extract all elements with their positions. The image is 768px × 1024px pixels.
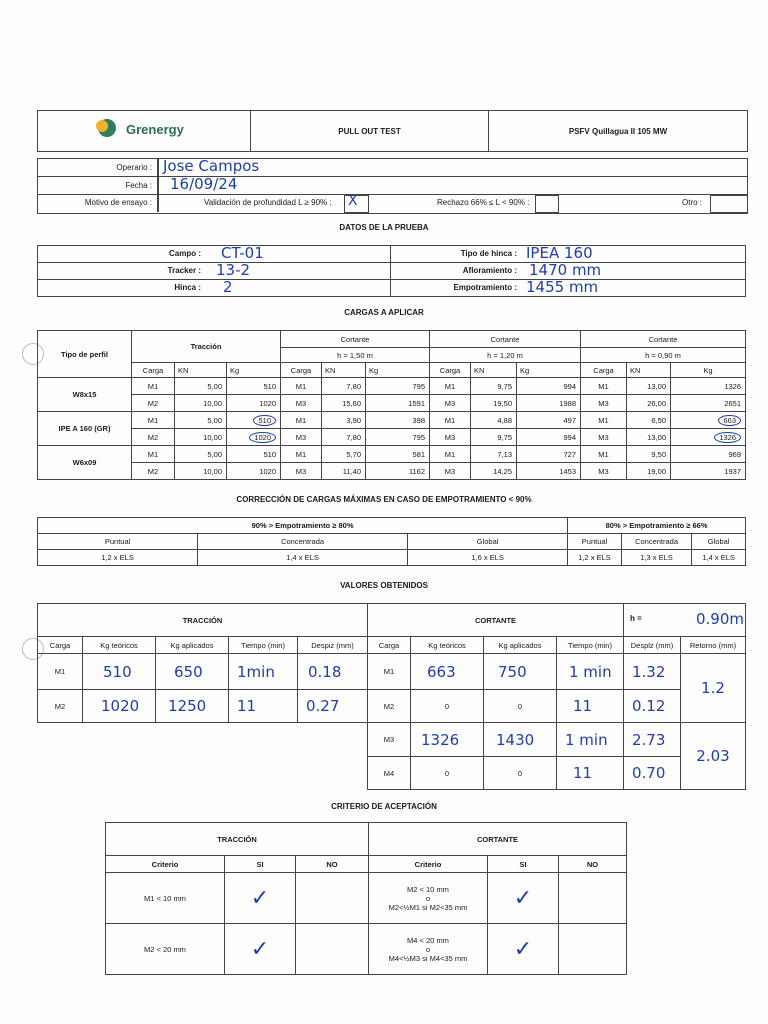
cell-value: M1 bbox=[147, 381, 159, 391]
table-cell bbox=[322, 429, 366, 446]
correccion-group-2: 80% > Empotramiento ≥ 66% bbox=[568, 518, 746, 534]
cell-value: M1 bbox=[295, 415, 307, 425]
table-cell bbox=[132, 395, 175, 412]
h-150: h = 1,50 m bbox=[281, 348, 430, 363]
table-cell bbox=[671, 446, 746, 463]
correccion-header: Global bbox=[408, 534, 568, 550]
table-cell bbox=[366, 412, 430, 429]
table-cell: M4 bbox=[368, 757, 411, 790]
criterio-t2-si[interactable]: ✓ bbox=[225, 924, 296, 975]
cell-value: 1020 bbox=[259, 398, 276, 408]
table-cell bbox=[281, 378, 322, 395]
profile-name: IPE A 160 (GR) bbox=[38, 412, 132, 446]
cell-value: M3 bbox=[598, 432, 609, 442]
cell-value: 5,00 bbox=[207, 415, 222, 425]
criterio-line: o bbox=[425, 944, 431, 954]
table-cell: 11 bbox=[557, 757, 624, 790]
table-cell bbox=[430, 412, 471, 429]
table-cell bbox=[175, 412, 227, 429]
table-cell: 0 bbox=[484, 690, 557, 723]
table-cell bbox=[517, 412, 581, 429]
profile-name: W8x15 bbox=[38, 378, 132, 412]
cell-value: M2 bbox=[147, 466, 159, 476]
validacion-label: Validación de profundidad L ≥ 90% : bbox=[204, 198, 332, 207]
cell-value: 13,00 bbox=[647, 381, 666, 391]
cell-value: M1 bbox=[598, 415, 609, 425]
table-row bbox=[38, 412, 746, 429]
empotramiento-value: 1455 mm bbox=[526, 278, 599, 296]
cell-value: 5,00 bbox=[207, 449, 222, 459]
table-cell bbox=[471, 463, 517, 480]
cell-value: M3 bbox=[444, 466, 456, 476]
table-cell: M3 bbox=[368, 723, 411, 757]
table-cell bbox=[281, 412, 322, 429]
cell-value: 510 bbox=[253, 415, 276, 426]
cell-value: 1162 bbox=[408, 466, 425, 476]
cell-value: M3 bbox=[295, 466, 307, 476]
table-cell bbox=[322, 463, 366, 480]
campo-value: CT-01 bbox=[221, 244, 264, 262]
tracker-value: 13-2 bbox=[216, 261, 251, 279]
motivo-label: Motivo de ensayo : bbox=[84, 198, 152, 207]
cell-value: M1 bbox=[444, 381, 456, 391]
tipo-hinca-label: Tipo de hinca : bbox=[460, 249, 517, 258]
table-cell bbox=[627, 378, 671, 395]
col-header: Carga bbox=[368, 637, 411, 654]
cell-value: M1 bbox=[598, 381, 609, 391]
table-cell bbox=[581, 463, 627, 480]
table-cell: M1 bbox=[38, 654, 83, 690]
cell-value: 1020 bbox=[249, 432, 276, 443]
table-cell bbox=[471, 446, 517, 463]
cell-value: 398 bbox=[412, 415, 425, 425]
table-cell: 663 bbox=[411, 654, 484, 690]
cell-value: 7,13 bbox=[497, 449, 512, 459]
table-cell: M2 bbox=[368, 690, 411, 723]
table-cell bbox=[281, 395, 322, 412]
fecha-label: Fecha : bbox=[125, 181, 152, 190]
table-cell bbox=[175, 429, 227, 446]
table-cell bbox=[517, 463, 581, 480]
col-header: Kg aplicados bbox=[156, 637, 229, 654]
cell-value: 969 bbox=[728, 449, 741, 459]
cortante-header-3: Cortante bbox=[581, 331, 746, 348]
col-header: Despiz (mm) bbox=[298, 637, 368, 654]
table-cell bbox=[671, 412, 746, 429]
table-cell bbox=[471, 429, 517, 446]
table-cell bbox=[517, 446, 581, 463]
cell-value: 1326 bbox=[724, 381, 741, 391]
valores-traccion-header: TRACCIÓN bbox=[38, 604, 368, 637]
correccion-value: 1,2 x ELS bbox=[568, 550, 622, 566]
cell-value: 6,50 bbox=[651, 415, 666, 425]
fecha-value: 16/09/24 bbox=[170, 175, 238, 193]
table-cell bbox=[430, 429, 471, 446]
hinca-label: Hinca : bbox=[174, 283, 201, 292]
operario-label: Operario : bbox=[116, 163, 152, 172]
table-cell bbox=[471, 395, 517, 412]
table-cell bbox=[227, 446, 281, 463]
table-cell bbox=[581, 378, 627, 395]
afloramiento-value: 1470 mm bbox=[529, 261, 602, 279]
criterio-c2-si[interactable]: ✓ bbox=[488, 924, 559, 975]
table-cell bbox=[227, 378, 281, 395]
hinca-value: 2 bbox=[223, 278, 233, 296]
table-cell: M1 bbox=[368, 654, 411, 690]
table-cell: 0 bbox=[411, 757, 484, 790]
h-090: h = 0,90 m bbox=[581, 348, 746, 363]
table-cell: 1326 bbox=[411, 723, 484, 757]
col-header: NO bbox=[296, 856, 369, 873]
table-cell bbox=[227, 412, 281, 429]
criterio-traccion-header: TRACCIÓN bbox=[106, 823, 369, 856]
col-header: Criterio bbox=[106, 856, 225, 873]
cell-value: 1326 bbox=[714, 432, 741, 443]
table-cell bbox=[430, 446, 471, 463]
col-header: Kg bbox=[517, 363, 581, 378]
table-cell bbox=[227, 395, 281, 412]
table-cell bbox=[581, 412, 627, 429]
table-cell: 0.70 bbox=[624, 757, 681, 790]
cell-value: M3 bbox=[598, 398, 609, 408]
cargas-table bbox=[37, 330, 746, 480]
col-header: Carga bbox=[281, 363, 322, 378]
table-cell bbox=[581, 429, 627, 446]
cell-value: 15,60 bbox=[342, 398, 361, 408]
table-cell: 1430 bbox=[484, 723, 557, 757]
h-value: 0.90m bbox=[696, 610, 745, 628]
table-cell bbox=[132, 429, 175, 446]
table-cell bbox=[366, 429, 430, 446]
criterio-title: CRITERIO DE ACEPTACIÓN bbox=[331, 802, 437, 811]
datos-table bbox=[37, 245, 746, 297]
cortante-header-1: Cortante bbox=[281, 331, 430, 348]
correccion-table bbox=[37, 517, 746, 566]
cell-value: 7,80 bbox=[346, 381, 361, 391]
cell-value: 5,00 bbox=[207, 381, 222, 391]
table-cell: 1020 bbox=[83, 690, 156, 723]
table-cell bbox=[627, 429, 671, 446]
correccion-header: Concentrada bbox=[198, 534, 408, 550]
correccion-value: 1,6 x ELS bbox=[408, 550, 568, 566]
table-cell bbox=[581, 395, 627, 412]
table-cell bbox=[366, 395, 430, 412]
table-cell bbox=[671, 429, 746, 446]
table-cell bbox=[430, 463, 471, 480]
table-cell bbox=[517, 378, 581, 395]
table-cell: M2 bbox=[38, 690, 83, 723]
cell-value: 1937 bbox=[724, 466, 741, 476]
traccion-header: Tracción bbox=[132, 331, 281, 363]
table-cell: 0.18 bbox=[298, 654, 368, 690]
cell-value: 10,00 bbox=[203, 432, 222, 442]
criterio-c1-si[interactable]: ✓ bbox=[488, 873, 559, 924]
logo-text: Grenergy bbox=[126, 122, 184, 137]
valores-traccion-table bbox=[37, 603, 368, 723]
cell-value: 10,00 bbox=[203, 398, 222, 408]
tipo-hinca-value: IPEA 160 bbox=[526, 244, 593, 262]
cell-value: 3,90 bbox=[346, 415, 361, 425]
table-cell bbox=[627, 412, 671, 429]
criterio-t2-no[interactable] bbox=[296, 924, 369, 975]
cell-value: 13,00 bbox=[647, 432, 666, 442]
criterio-line: o bbox=[425, 893, 431, 903]
criterio-c1-no[interactable] bbox=[559, 873, 627, 924]
otro-label: Otro : bbox=[682, 198, 703, 207]
col-header: Kg bbox=[227, 363, 281, 378]
col-header: Carga bbox=[38, 637, 83, 654]
correccion-value: 1,2 x ELS bbox=[38, 550, 198, 566]
correccion-header: Puntual bbox=[38, 534, 198, 550]
table-row bbox=[38, 378, 746, 395]
table-cell bbox=[227, 463, 281, 480]
correccion-header: Puntual bbox=[568, 534, 622, 550]
cell-value: M3 bbox=[295, 398, 307, 408]
cell-value: 26,00 bbox=[647, 398, 666, 408]
table-cell bbox=[322, 395, 366, 412]
empotramiento-label: Empotramiento : bbox=[453, 283, 517, 292]
table-cell bbox=[322, 412, 366, 429]
table-cell bbox=[175, 446, 227, 463]
table-cell: 0 bbox=[484, 757, 557, 790]
retorno-1: 1.2 bbox=[681, 654, 746, 723]
retorno-2: 2.03 bbox=[681, 723, 746, 790]
table-cell bbox=[366, 446, 430, 463]
cell-value: 9,75 bbox=[497, 381, 512, 391]
criterio-t2: M2 < 20 mm bbox=[106, 924, 225, 975]
table-cell: 0.27 bbox=[298, 690, 368, 723]
cell-value: 795 bbox=[412, 381, 425, 391]
table-cell bbox=[517, 429, 581, 446]
table-cell bbox=[671, 463, 746, 480]
table-cell: 510 bbox=[83, 654, 156, 690]
rechazo-label: Rechazo 66% ≤ L < 90% : bbox=[437, 198, 530, 207]
header-table bbox=[37, 110, 748, 152]
cell-value: 7,80 bbox=[346, 432, 361, 442]
correccion-value: 1,3 x ELS bbox=[621, 550, 691, 566]
tracker-label: Tracker : bbox=[167, 266, 201, 275]
table-row bbox=[38, 463, 746, 480]
datos-title: DATOS DE LA PRUEBA bbox=[339, 223, 429, 232]
criterio-t1-si[interactable]: ✓ bbox=[225, 873, 296, 924]
table-cell: 650 bbox=[156, 654, 229, 690]
criterio-cortante-header: CORTANTE bbox=[369, 823, 627, 856]
col-header: Carga bbox=[581, 363, 627, 378]
cell-value: 581 bbox=[412, 449, 425, 459]
table-cell bbox=[175, 378, 227, 395]
cell-value: 11,40 bbox=[342, 466, 361, 476]
campo-label: Campo : bbox=[169, 249, 201, 258]
table-row bbox=[38, 395, 746, 412]
cell-value: 9,50 bbox=[651, 449, 666, 459]
table-cell bbox=[366, 463, 430, 480]
criterio-t1: M1 < 10 mm bbox=[106, 873, 225, 924]
col-header: SI bbox=[225, 856, 296, 873]
col-header: KN bbox=[175, 363, 227, 378]
col-header: KN bbox=[322, 363, 366, 378]
table-cell bbox=[322, 446, 366, 463]
cell-value: M3 bbox=[295, 432, 307, 442]
validacion-checkbox[interactable]: X bbox=[348, 193, 358, 209]
table-cell: 11 bbox=[229, 690, 298, 723]
col-header: Desplz (mm) bbox=[624, 637, 681, 654]
table-cell bbox=[132, 446, 175, 463]
table-cell bbox=[471, 378, 517, 395]
table-cell: 1.32 bbox=[624, 654, 681, 690]
col-header: Tiempo (min) bbox=[557, 637, 624, 654]
table-cell bbox=[627, 463, 671, 480]
criterio-c2 bbox=[369, 924, 488, 975]
criterio-c1 bbox=[369, 873, 488, 924]
profile-name: W6x09 bbox=[38, 446, 132, 480]
grenergy-logo-icon bbox=[93, 116, 127, 146]
table-cell: 1min bbox=[229, 654, 298, 690]
table-row bbox=[38, 429, 746, 446]
table-cell bbox=[132, 463, 175, 480]
col-tipo-perfil: Tipo de perfil bbox=[38, 331, 132, 378]
cell-value: M2 bbox=[147, 398, 159, 408]
cell-value: M3 bbox=[444, 398, 456, 408]
cell-value: 9,75 bbox=[497, 432, 512, 442]
col-header: Kg bbox=[671, 363, 746, 378]
col-header: SI bbox=[488, 856, 559, 873]
col-header: KN bbox=[471, 363, 517, 378]
cell-value: 1591 bbox=[408, 398, 425, 408]
col-header: Tiempo (min) bbox=[229, 637, 298, 654]
col-header: Carga bbox=[430, 363, 471, 378]
table-cell: 750 bbox=[484, 654, 557, 690]
criterio-line: M2<½M1 si M2<35 mm bbox=[388, 902, 468, 912]
cell-value: 795 bbox=[412, 432, 425, 442]
cell-value: 19,50 bbox=[493, 398, 512, 408]
table-cell bbox=[671, 395, 746, 412]
cell-value: 994 bbox=[563, 381, 576, 391]
correccion-group-1: 90% > Empotramiento ≥ 80% bbox=[38, 518, 568, 534]
cell-value: 663 bbox=[718, 415, 741, 426]
table-cell bbox=[175, 395, 227, 412]
cell-value: 2651 bbox=[724, 398, 741, 408]
table-cell: 1 min bbox=[557, 723, 624, 757]
cell-value: 1988 bbox=[559, 398, 576, 408]
table-cell: 1250 bbox=[156, 690, 229, 723]
criterio-c2-no[interactable] bbox=[559, 924, 627, 975]
cell-value: M1 bbox=[444, 449, 456, 459]
table-cell: 1 min bbox=[557, 654, 624, 690]
table-cell bbox=[517, 395, 581, 412]
cell-value: 727 bbox=[563, 449, 576, 459]
valores-cortante-table bbox=[367, 603, 746, 790]
col-header: Kg aplicados bbox=[484, 637, 557, 654]
project-name: PSFV Quillagua II 105 MW bbox=[489, 111, 748, 152]
correccion-value: 1,4 x ELS bbox=[198, 550, 408, 566]
table-cell bbox=[671, 378, 746, 395]
col-header: Kg bbox=[366, 363, 430, 378]
table-cell bbox=[281, 463, 322, 480]
criterio-table bbox=[105, 822, 627, 975]
otro-checkbox[interactable] bbox=[710, 195, 748, 213]
cell-value: 994 bbox=[563, 432, 576, 442]
table-cell bbox=[471, 412, 517, 429]
criterio-line: M2 < 10 mm bbox=[407, 884, 449, 894]
cell-value: M1 bbox=[295, 381, 307, 391]
table-cell: 0 bbox=[411, 690, 484, 723]
h-120: h = 1,20 m bbox=[430, 348, 581, 363]
col-header: KN bbox=[627, 363, 671, 378]
table-cell bbox=[132, 412, 175, 429]
table-cell bbox=[175, 463, 227, 480]
cell-value: M3 bbox=[598, 466, 609, 476]
correccion-value: 1,4 x ELS bbox=[692, 550, 746, 566]
table-cell bbox=[627, 395, 671, 412]
operario-value: Jose Campos bbox=[163, 157, 260, 175]
table-cell bbox=[281, 446, 322, 463]
table-cell bbox=[366, 378, 430, 395]
cell-value: M2 bbox=[147, 432, 159, 442]
table-cell bbox=[322, 378, 366, 395]
cell-value: 4,88 bbox=[497, 415, 512, 425]
cell-value: 19,00 bbox=[647, 466, 666, 476]
cell-value: M1 bbox=[598, 449, 609, 459]
valores-title: VALORES OBTENIDOS bbox=[340, 581, 428, 590]
table-cell bbox=[281, 429, 322, 446]
cell-value: 1020 bbox=[259, 466, 276, 476]
correccion-title: CORRECCIÓN DE CARGAS MÁXIMAS EN CASO DE EMPOTRAMIENTO < 90% bbox=[236, 495, 532, 504]
table-cell bbox=[627, 446, 671, 463]
afloramiento-label: Afloramiento : bbox=[462, 266, 517, 275]
cell-value: M1 bbox=[444, 415, 456, 425]
cell-value: 10,00 bbox=[203, 466, 222, 476]
valores-cortante-header: CORTANTE bbox=[368, 604, 624, 637]
table-cell bbox=[581, 446, 627, 463]
cell-value: 510 bbox=[263, 449, 276, 459]
cell-value: 5,70 bbox=[346, 449, 361, 459]
table-cell bbox=[227, 429, 281, 446]
correccion-header: Global bbox=[692, 534, 746, 550]
criterio-line: M4 < 20 mm bbox=[407, 935, 449, 945]
col-header: Kg teóricos bbox=[411, 637, 484, 654]
col-header: NO bbox=[559, 856, 627, 873]
criterio-line: M4<½M3 si M4<35 mm bbox=[388, 953, 468, 963]
cell-value: M1 bbox=[147, 415, 159, 425]
cell-value: M1 bbox=[295, 449, 307, 459]
rechazo-checkbox[interactable] bbox=[535, 195, 559, 213]
cell-value: 14,25 bbox=[493, 466, 512, 476]
table-cell: 2.73 bbox=[624, 723, 681, 757]
cargas-title: CARGAS A APLICAR bbox=[344, 308, 424, 317]
cell-value: M1 bbox=[147, 449, 159, 459]
table-cell: 0.12 bbox=[624, 690, 681, 723]
cell-value: 497 bbox=[563, 415, 576, 425]
col-header: Retorno (mm) bbox=[681, 637, 746, 654]
col-header: Carga bbox=[132, 363, 175, 378]
table-row bbox=[38, 446, 746, 463]
test-name: PULL OUT TEST bbox=[251, 111, 489, 152]
cell-value: 510 bbox=[263, 381, 276, 391]
table-cell: 11 bbox=[557, 690, 624, 723]
col-header: Criterio bbox=[369, 856, 488, 873]
h-label: h = bbox=[630, 614, 642, 623]
table-cell bbox=[132, 378, 175, 395]
col-header: Kg teóricos bbox=[83, 637, 156, 654]
table-cell bbox=[430, 378, 471, 395]
cortante-header-2: Cortante bbox=[430, 331, 581, 348]
criterio-t1-no[interactable] bbox=[296, 873, 369, 924]
cell-value: 1453 bbox=[559, 466, 576, 476]
table-cell bbox=[430, 395, 471, 412]
cell-value: M3 bbox=[444, 432, 456, 442]
correccion-header: Concentrada bbox=[621, 534, 691, 550]
